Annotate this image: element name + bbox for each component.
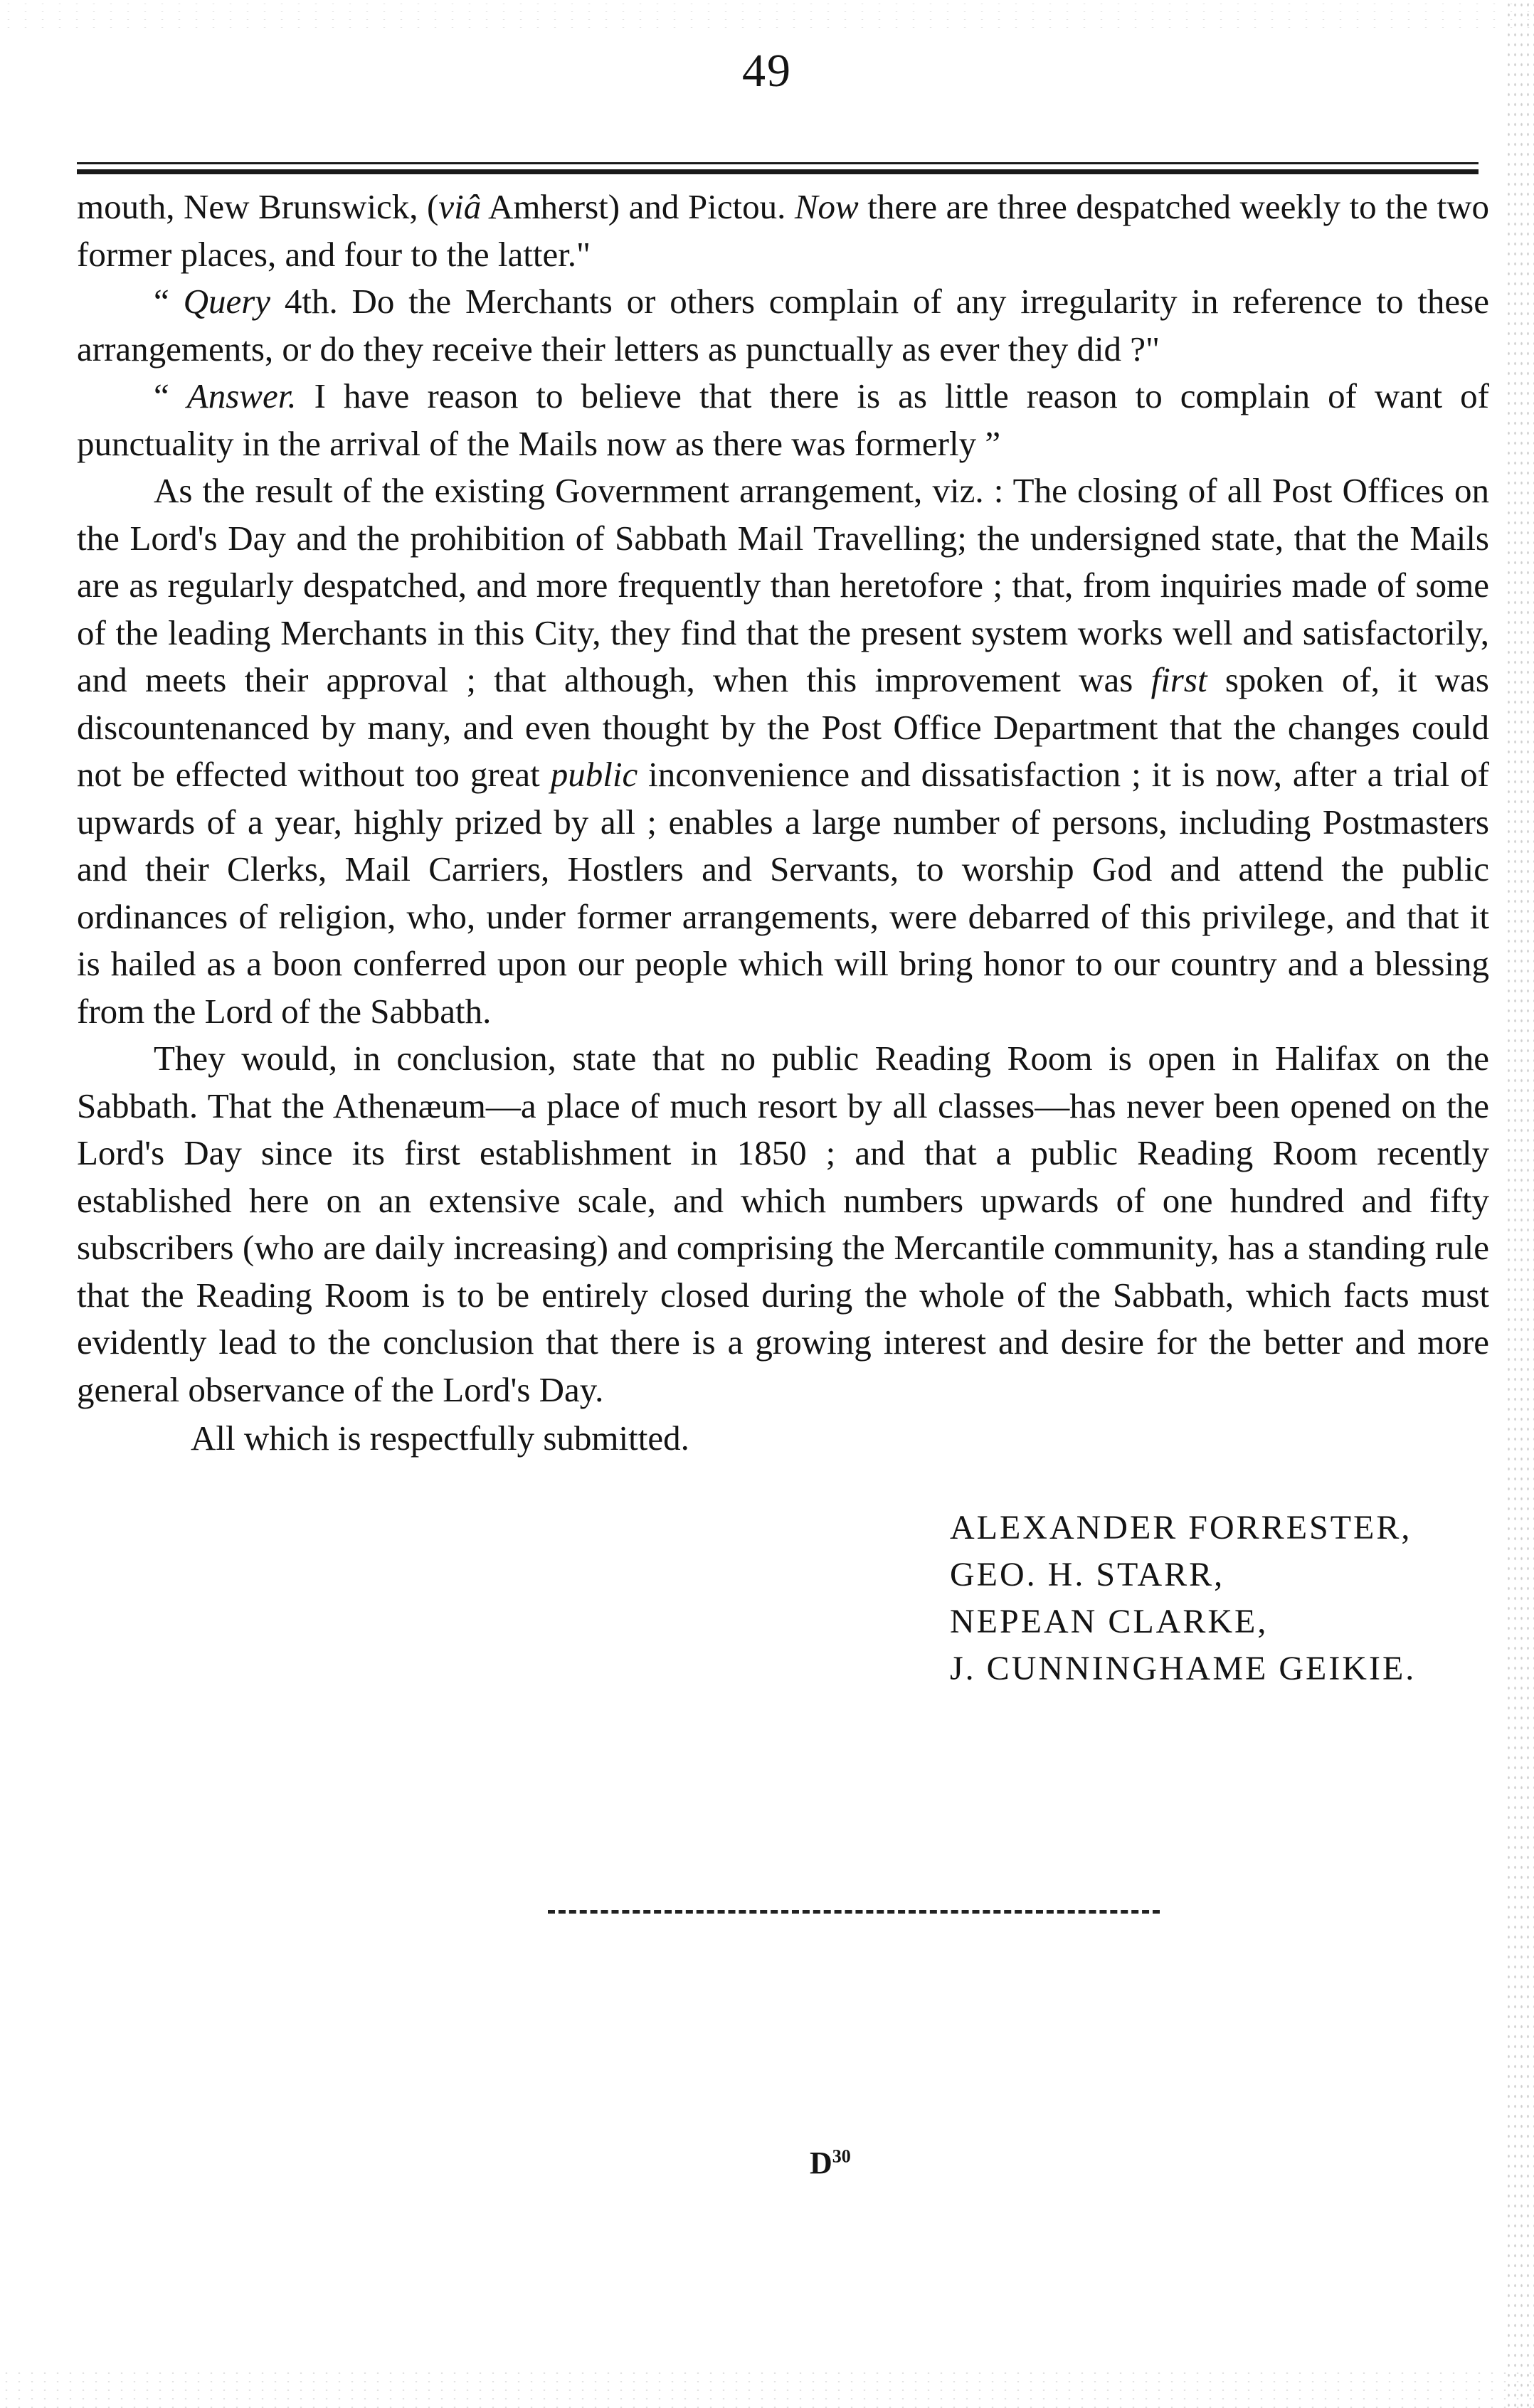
dashed-separator <box>548 1910 1160 1914</box>
text-run: “ <box>154 376 187 415</box>
italic-text: Now <box>794 187 859 226</box>
signatories-block <box>950 1505 1416 1692</box>
signature-number: 30 <box>832 2146 851 2167</box>
text-run: Amherst) and Pictou. <box>481 187 795 226</box>
scan-noise-top <box>0 0 1534 28</box>
signatory-name: J. CUNNINGHAME GEIKIE. <box>950 1650 1417 1687</box>
header-rule-thick <box>77 169 1479 174</box>
text-run: mouth, New Brunswick, ( <box>77 187 439 226</box>
text-run: I have reason to believe that there is as little reason to complain of want of punctuality in the arrival of the Mails now as there was formerly ” <box>77 376 1489 463</box>
page-number: 49 <box>742 45 792 97</box>
text-run: 4th. Do the Merchants or others complain of any irregularity in reference to these arrangements, or do they receive their letters as punctually as ever they did ?" <box>77 282 1489 368</box>
signature-letter: D <box>810 2146 832 2180</box>
closing-line: All which is respectfully submitted. <box>191 1418 689 1458</box>
paragraph-1 <box>77 184 1489 278</box>
text-run: inconvenience and dissatisfaction ; it is now, after a trial of upwards of a year, highly prized by all ; enables a large number of persons, including Postmasters and their Clerks, Mail Carriers, Hostlers and Servants, to worship God and attend the public ordinances of religion, who, under former arrangements, were debarred of this privilege, and that it is hailed as a boon conferred upon our people which will bring honor to our country and a blessing from the Lord of the Sabbath. <box>77 755 1489 1031</box>
body-text <box>77 184 1489 1463</box>
scan-noise-bottom <box>0 2369 1534 2408</box>
printer-signature-mark <box>810 2145 851 2181</box>
italic-text: public <box>550 755 638 794</box>
scan-noise-right-edge <box>1506 0 1534 2408</box>
paragraph-answer <box>77 373 1489 467</box>
header-rule-thin <box>77 162 1479 164</box>
paragraph-conclusion: They would, in conclusion, state that no public Reading Room is open in Halifax on the Sabbath. That the Athenæum—a place of much resort by all classes—has never been opened on the Lord's Day since its first establishment in 1850 ; and that a public Reading Room recently established here on an extensive scale, and which numbers upwards of one hundred and fifty subscribers (who are daily increasing) and comprising the Mercantile community, has a standing rule that the Reading Room is to be entirely closed during the whole of the Sabbath, which facts must evidently lead to the conclusion that there is a growing interest and desire for the better and more general observance of the Lord's Day. <box>77 1039 1489 1409</box>
signatory-name: ALEXANDER FORRESTER, <box>950 1509 1412 1547</box>
italic-text: viâ <box>438 187 482 226</box>
paragraph-result <box>77 467 1489 1035</box>
text-run: “ <box>154 282 184 321</box>
italic-text: Query <box>183 282 271 321</box>
paragraph-query <box>77 278 1489 373</box>
text-run: spoken of, it was discountenanced by many, and even thought by the Post Office Department that the changes could not be effected without too great <box>77 660 1489 794</box>
signatory-name: GEO. H. STARR, <box>950 1556 1225 1593</box>
italic-text: Answer. <box>186 376 297 415</box>
signatory-name: NEPEAN CLARKE, <box>950 1603 1269 1640</box>
text-run: As the result of the existing Government arrangement, viz. : The closing of all Post Offices on the Lord's Day and the prohibition of Sabbath Mail Travelling; the undersigned state, that the Mails are as regularly despatched, and more frequently than heretofore ; that, from inquiries made of some of the leading Merchants in this City, they find that the present system works well and satisfactorily, and meets their approval ; that although, when this improvement was <box>77 471 1489 699</box>
italic-text: first <box>1150 660 1207 699</box>
text-run: there are three despatched weekly to the two former places, and four to the latter." <box>77 187 1489 274</box>
